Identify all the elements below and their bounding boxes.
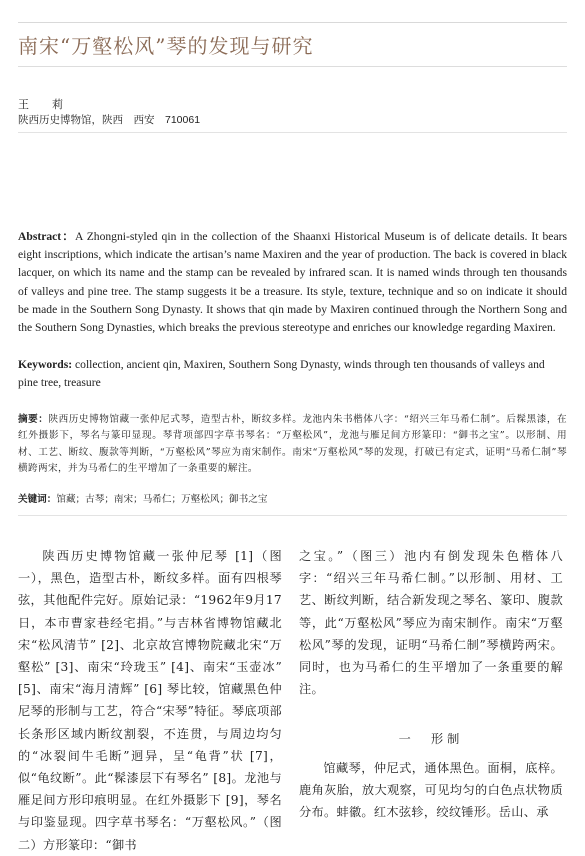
keywords-chinese — [18, 491, 567, 505]
abstract-english-text: A Zhongni-styled qin in the collection of the Shaanxi Historical Museum is of delicate details. It bears eight inscriptions, which indicate the artisan’s name Maxiren and the year of production. The back is covered in black lacquer, on which its name and the stamp can be revealed by infrared scan. It is named winds through ten thousands of valleys and pine tree. The stamp suggests it be a treasure. Its style, texture, technique and so on indicate it should be made in the Southern Song Dynasty. It shows that qin made by Maxiren continued through the Northern Song and the Southern Song Dynasties, which breaks the previous stereotype and enriches our knowledge regarding Maxiren. — [18, 230, 567, 335]
keywords-cn-label: 关键词： — [18, 494, 57, 505]
keywords-english — [18, 356, 567, 392]
abstract-label: Abstract — [18, 230, 62, 243]
keywords-english-text: collection, ancient qin, Maxiren, Southern Song Dynasty, winds through ten thousands of valleys and pine tree, treasure — [18, 358, 545, 390]
body-paragraph-continued: 之宝。”（图三）池内有倒发现朱色楷体八字：“绍兴三年马希仁制。”以形制、用材、工艺、断纹判断，结合新发现之琴名、篆印、腹款等，此“万壑松风”琴应为南宋制作。南宋“万壑松风”琴的发现，证明“马希仁制”琴横跨两宋。同时，也为马希仁的生平增加了一条重要的解注。 — [299, 549, 563, 697]
article-title: 南宋“万壑松风”琴的发现与研究 — [18, 34, 314, 58]
abstract-cn-label: 摘要： — [18, 414, 49, 425]
abstract-chinese — [18, 412, 567, 478]
title-rule — [18, 66, 567, 67]
section-heading: 一 形制 — [398, 732, 464, 747]
author-name: 王 莉 — [18, 98, 69, 111]
keywords-label: Keywords: — [18, 358, 73, 371]
body-column-left: 陕西历史博物馆藏一张仲尼琴 [1]（图一），黑色，造型古朴，断纹多样。面有四根琴弦，其他配件完好。原始记录：“1962年9月17日，本市曹家巷经宅捐。”与吉林省博物馆藏北宋“松风清节” [2]、北京故宫博物院藏北宋“万壑松” [3]、南宋“玲珑玉” [4]、南宋“玉壶冰” [5]、南宋“海月清辉” [6] 琴比较，馆藏黑色仲尼琴的形制与工艺，符合“宋琴”特征。琴底项部长条形区域内断纹割裂，不连贯，与周边均匀的“冰裂间牛毛断”迥异，呈“龟背”状 [7]，似“龟纹断”。此“髹漆层下有琴名” [8]。龙池与雁足间方形印痕明显。在红外摄影下 [9]，琴名与印鉴显现。四字草书琴名：“万壑松风。”（图二）方形篆印：“御书 — [18, 549, 282, 852]
author-affiliation: 陕西历史博物馆，陕西 西安 710061 — [18, 114, 201, 126]
top-rule — [18, 22, 567, 23]
keywords-chinese-text: 馆藏；古琴；南宋；马希仁；万壑松风；御书之宝 — [56, 494, 268, 505]
body-column-right — [299, 545, 563, 823]
body-paragraph-form: 馆藏琴，仲尼式，通体黑色。面桐，底梓。鹿角灰胎，放大观察，可见均匀的白色点状物质分布。蚌徽。红木弦轸，绞纹锤形。岳山、承 — [299, 760, 563, 820]
affiliation-rule — [18, 132, 567, 133]
abstract-english: Abstract：A Zhongni-styled qin in the collection of the Shaanxi Historical Museum is of delicate details. It bears eight inscriptions, which indicate the artisan’s name Maxiren and the year of production. The back is covered in black lacquer, on which its name and the stamp can be revealed by infrared scan. It is named winds through ten thousands of valleys and pine tree. The stamp suggests it be a treasure. Its style, texture, technique and so on indicate it should be made in the Southern Song Dynasty. It shows that qin made by Maxiren continued through the Northern Song and the Southern Song Dynasties, which breaks the previous stereotype and enriches our knowledge regarding Maxiren. — [18, 230, 567, 335]
abstract-chinese-text: 陕西历史博物馆藏一张仲尼式琴，造型古朴，断纹多样。龙池内朱书楷体八字：“绍兴三年马希仁制”。后髹黑漆，在红外摄影下，琴名与篆印显现。琴背项部四字草书琴名：“万壑松风”，龙池与雁足间方形篆印：“御书之宝”。以形制、用材、工艺、断纹、腹款等判断，“万壑松风”琴应为南宋制作。南宋“万壑松风”琴的发现，打破已有定式，证明“马希仁制”琴横跨两宋，并为马希仁的生平增加了一条重要的解注。 — [18, 414, 567, 475]
keywords-rule — [18, 515, 567, 516]
